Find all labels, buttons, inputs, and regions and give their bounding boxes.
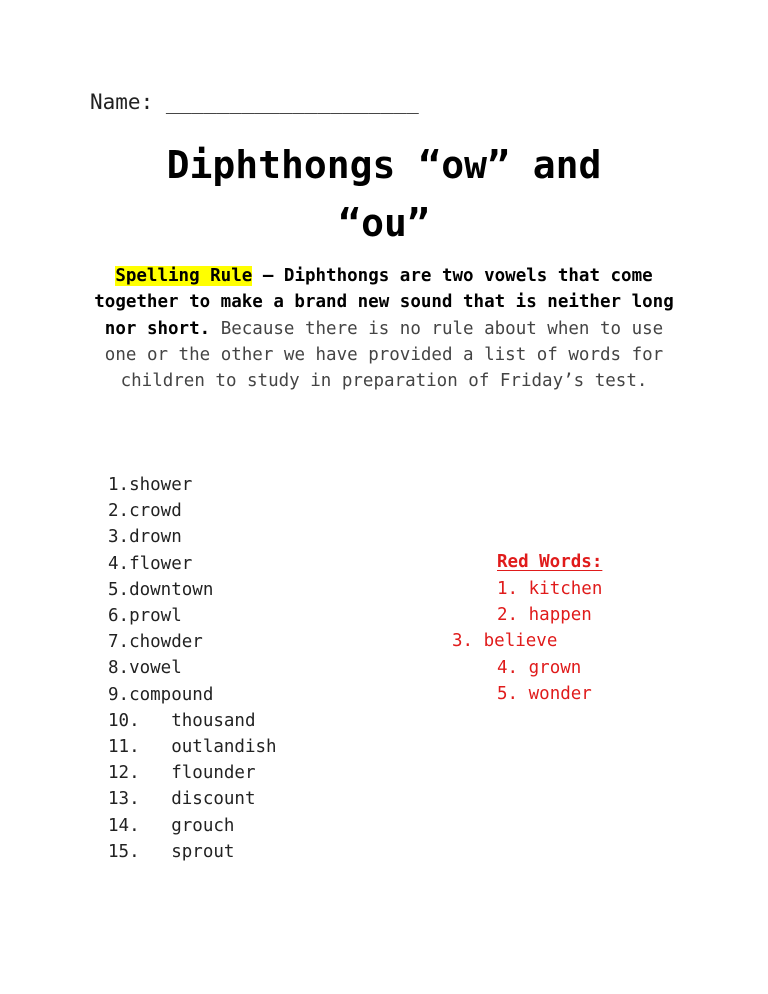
name-field [90, 90, 419, 114]
spelling-rule-label: Spelling Rule [115, 266, 253, 286]
red-word-text: kitchen [528, 579, 603, 599]
list-item [108, 524, 277, 550]
red-words-heading: Red Words: [497, 552, 603, 572]
list-item-number: 9. [108, 684, 130, 705]
list-item-word: downtown [129, 579, 214, 600]
red-word-item [497, 681, 592, 707]
list-item-number: 15. [108, 841, 172, 862]
list-item [108, 629, 277, 655]
list-item [108, 708, 277, 734]
list-item [108, 786, 277, 812]
page-title [64, 136, 704, 252]
list-item-word: discount [171, 789, 256, 810]
list-item [108, 577, 277, 603]
list-item [108, 551, 277, 577]
red-word-text: believe [483, 631, 558, 651]
list-item-number: 12. [108, 763, 172, 784]
red-word-number: 1. [497, 579, 519, 599]
list-item-number: 1. [108, 475, 130, 495]
list-item-number: 6. [108, 606, 130, 627]
list-item [108, 813, 277, 839]
name-blank-line: ____________________ [165, 90, 419, 114]
red-word-item [497, 655, 581, 681]
title-line-1: Diphthongs “ow” and [166, 143, 602, 187]
spelling-word-list [108, 472, 277, 865]
list-item-number: 7. [108, 632, 130, 653]
red-word-number: 4. [497, 658, 519, 678]
red-word-item [497, 576, 602, 602]
list-item [108, 655, 277, 681]
red-word-number: 3. [452, 631, 474, 651]
red-word-text: grown [528, 658, 582, 678]
list-item-word: flounder [171, 763, 256, 784]
list-item-word: crowd [129, 501, 182, 522]
list-item-number: 2. [108, 501, 130, 522]
list-item-number: 8. [108, 658, 130, 679]
list-item [108, 760, 277, 786]
red-word-number: 5. [497, 684, 519, 704]
list-item-number: 14. [108, 815, 172, 836]
list-item [108, 682, 277, 708]
list-item [108, 839, 277, 865]
list-item [108, 603, 277, 629]
list-item-number: 5. [108, 579, 130, 600]
list-item-word: outlandish [171, 737, 277, 758]
list-item-number: 4. [108, 553, 130, 574]
list-item-word: shower [129, 475, 193, 495]
spelling-rule-dash: – [252, 266, 284, 286]
list-item-word: vowel [129, 658, 182, 679]
red-word-item [497, 602, 592, 628]
red-word-number: 2. [497, 605, 519, 625]
spelling-rule-note: Because there is no rule about when to use one or the other we have provided a list of words for children to study in preparation of Friday’s test. [104, 318, 664, 392]
spelling-rule-paragraph [92, 263, 676, 394]
list-item-word: grouch [171, 815, 235, 836]
name-label: Name: [90, 90, 166, 114]
list-item-word: flower [129, 553, 193, 574]
red-word-item [452, 628, 557, 654]
list-item [108, 498, 277, 524]
list-item-word: drown [129, 527, 182, 548]
list-item-word: sprout [171, 841, 235, 862]
list-item-number: 3. [108, 527, 130, 548]
red-word-text: wonder [528, 684, 592, 704]
list-item-word: thousand [171, 710, 256, 731]
list-item-number: 11. [108, 737, 172, 758]
list-item [108, 734, 277, 760]
list-item [108, 472, 277, 498]
list-item-word: prowl [129, 606, 182, 627]
list-item-word: compound [129, 684, 214, 705]
spelling-rule-definition: Diphthongs are two vowels that come together to make a brand new sound that is neither long nor short. [94, 266, 674, 339]
title-line-2: “ou” [338, 201, 430, 245]
list-item-word: chowder [129, 632, 203, 653]
list-item-number: 10. [108, 710, 172, 731]
list-item-number: 13. [108, 789, 172, 810]
red-word-text: happen [528, 605, 592, 625]
